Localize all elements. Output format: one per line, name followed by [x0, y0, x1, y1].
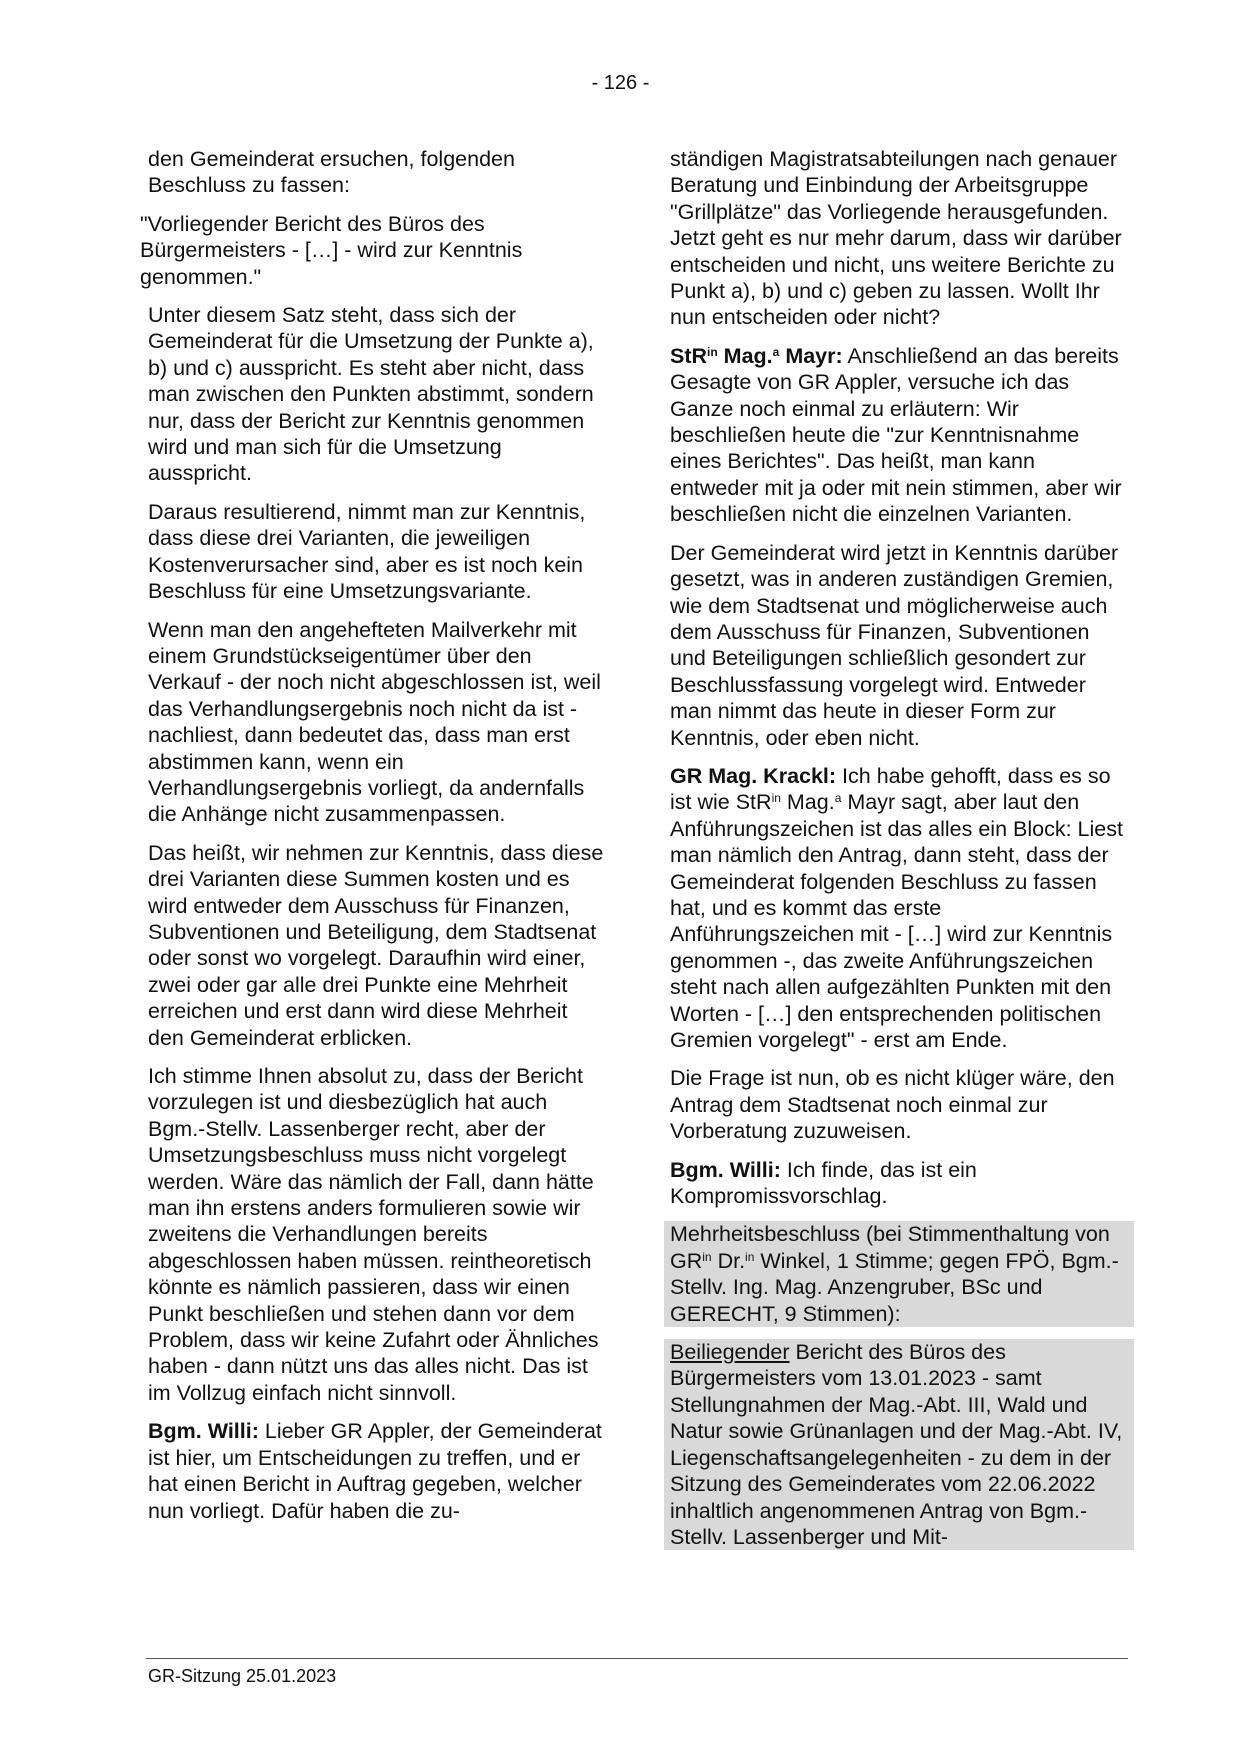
page-number: - 126 -	[591, 72, 650, 94]
paragraph: Die Frage ist nun, ob es nicht klüger wäre, den Antrag dem Stadtsenat noch einmal zur Vorberatung zuzuweisen.	[670, 1066, 1115, 1144]
speech-paragraph	[670, 343, 1128, 528]
paragraph: den Gemeinderat ersuchen, folgenden Beschluss zu fassen:	[148, 147, 515, 198]
paragraph: Wenn man den angehefteten Mailverkehr mit einem Grundstückseigentümer über den Verkauf - der noch nicht abgeschlossen ist, weil das Verhandlungsergebnis noch nicht da ist - nachliest, dann bedeutet das, dass man erst abstimmen kann, wenn ein Verhandlungsergebnis vorliegt, da andernfalls die Anhänge nicht zusammenpassen.	[148, 617, 601, 827]
footer-divider	[146, 1658, 1128, 1659]
speech-paragraph	[670, 763, 1128, 1053]
underlined-word: Beiliegender	[670, 1340, 790, 1365]
left-column	[140, 146, 606, 1536]
paragraph: Der Gemeinderat wird jetzt in Kenntnis darüber gesetzt, was in anderen zuständigen Gremien, wie dem Stadtsenat und möglicherweise auch dem Ausschuss für Finanzen, Subventionen und Beteiligungen schließlich gesondert zur Beschlussfassung vorgelegt wird. Entweder man nimmt das heute in dieser Form zur Kenntnis, oder eben nicht.	[670, 540, 1119, 750]
right-column	[670, 146, 1128, 1562]
speech-paragraph	[148, 1418, 606, 1524]
speech-paragraph	[670, 1157, 1128, 1210]
speech-text: Ich finde, das ist ein Kompromissvorschlag.	[670, 1157, 977, 1209]
speech-text: Anschließend an das bereits Gesagte von GR Appler, versuche ich das Ganze noch einmal zu erläutern: Wir beschließen heute die "zur Kenntnisnahme eines Berichtes". Das heißt, man kann entweder mit ja oder mit nein stimmen, aber wir beschließen nicht die einzelnen Varianten.	[670, 343, 1122, 527]
speech-text: Ich habe gehofft, dass es so ist wie StR$^{in}$ Mag.$^a$ Mayr sagt, aber laut den Anführungszeichen ist das alles ein Block: Liest man nämlich den Antrag, dann steht, dass der Gemeinderat folgenden Beschluss zu fassen hat, und es kommt das erste Anführungszeichen mit - […] wird zur Kenntnis genommen -, das zweite Anführungszeichen steht nach allen aufgezählten Punkten mit den Worten - […] den entsprechenden politischen Gremien vorgelegt" - erst am Ende.	[670, 763, 1123, 1052]
vote-result: Mehrheitsbeschluss (bei Stimmenthaltung von $GR^{in}$ Dr.$^{in}$ Winkel, 1 Stimme; gegen FPÖ, Bgm.-Stellv. Ing. Mag. Anzengruber, BSc und GERECHT, 9 Stimmen):	[664, 1221, 1134, 1327]
paragraph: Ich stimme Ihnen absolut zu, dass der Bericht vorzulegen ist und diesbezüglich hat auch Bgm.-Stellv. Lassenberger recht, aber der Umsetzungsbeschluss muss nicht vorgelegt werden. Wäre das nämlich der Fall, dann hätte man ihn erstens anders formulieren sowie wir zweitens die Verhandlungen bereits abgeschlossen haben müssen. reintheoretisch könnte es nämlich passieren, dass wir einen Punkt beschließen und stehen dann vor dem Problem, dass wir keine Zufahrt oder Ähnliches haben - dann nützt uns das alles nicht. Das ist im Vollzug einfach nicht sinnvoll.	[148, 1064, 599, 1405]
paragraph: Daraus resultierend, nimmt man zur Kenntnis, dass diese drei Varianten, die jeweiligen Kostenverursacher sind, aber es ist noch kein Beschluss für eine Umsetzungsvariante.	[148, 499, 586, 604]
speaker-name: StR$^{in}$ Mag.$^a$ Mayr:	[670, 343, 843, 368]
paragraph: Unter diesem Satz steht, dass sich der Gemeinderat für die Umsetzung der Punkte a), b) und c) ausspricht. Es steht aber nicht, dass man zwischen den Punkten abstimmt, sondern nur, dass der Bericht zur Kenntnis genommen wird und man sich für die Umsetzung ausspricht.	[148, 303, 594, 486]
speaker-name: GR Mag. Krackl:	[670, 763, 837, 788]
resolution-text: Beiliegender Bericht des Büros des Bürgermeisters vom 13.01.2023 - samt Stellungnahmen der Mag.-Abt. III, Wald und Natur sowie Grünanlagen und der Mag.-Abt. IV, Liegenschaftsangelegenheiten - zu dem in der Sitzung des Gemeinderates vom 22.06.2022 inhaltlich angenommenen Antrag von Bgm.-Stellv. Lassenberger und Mit-	[664, 1339, 1134, 1550]
quoted-motion: "Vorliegender Bericht des Büros des Bürgermeisters - […] - wird zur Kenntnis genommen."	[140, 211, 523, 289]
speaker-name: Bgm. Willi:	[148, 1419, 259, 1444]
speaker-name: Bgm. Willi:	[670, 1157, 781, 1182]
speech-text: Lieber GR Appler, der Gemeinderat ist hier, um Entscheidungen zu treffen, und er hat einen Bericht in Auftrag gegeben, welcher nun vorliegt. Dafür haben die zu-	[148, 1419, 602, 1523]
paragraph: ständigen Magistratsabteilungen nach genauer Beratung und Einbindung der Arbeitsgruppe "Grillplätze" das Vorliegende herausgefunden. Jetzt geht es nur mehr darum, dass wir darüber entscheiden und nicht, uns weitere Berichte zu Punkt a), b) und c) geben zu lassen. Wollt Ihr nun entscheiden oder nicht?	[670, 147, 1122, 330]
paragraph: Das heißt, wir nehmen zur Kenntnis, dass diese drei Varianten diese Summen kosten und es wird entweder dem Ausschuss für Finanzen, Subventionen und Beteiligung, dem Stadtsenat oder sonst wo vorgelegt. Daraufhin wird einer, zwei oder gar alle drei Punkte eine Mehrheit erreichen und erst dann wird diese Mehrheit den Gemeinderat erblicken.	[148, 840, 604, 1050]
footer-session-date: GR-Sitzung 25.01.2023	[148, 1666, 337, 1686]
